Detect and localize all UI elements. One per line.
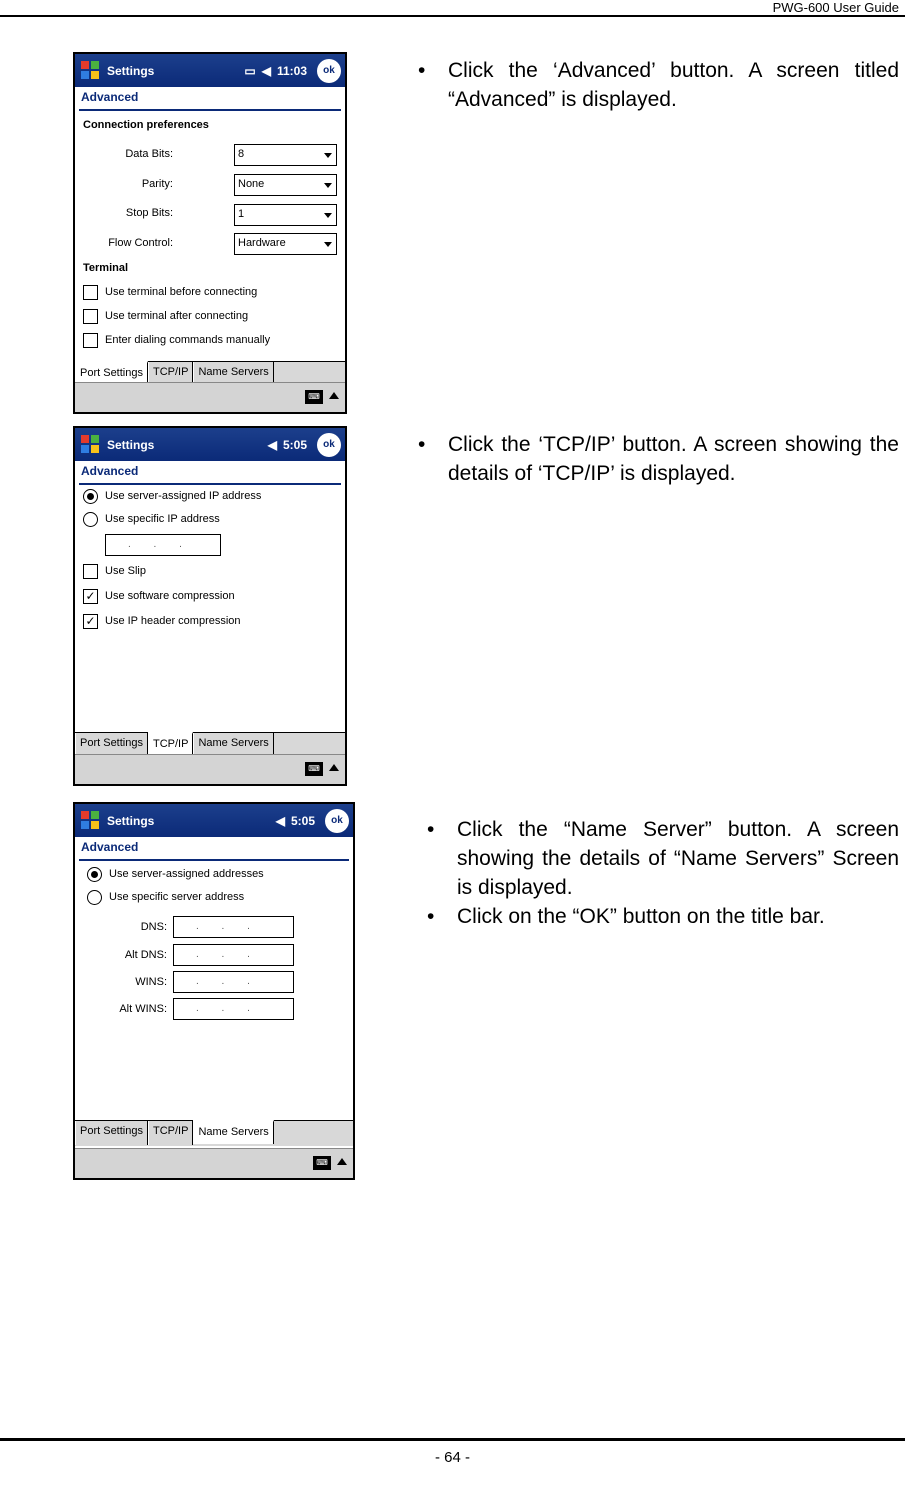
clock[interactable]: 5:05 xyxy=(290,813,315,828)
subtitle-rule xyxy=(79,483,341,485)
alt-wins-label: Alt WINS: xyxy=(119,1003,167,1015)
dns-input[interactable]: . . . xyxy=(173,916,294,938)
title-bar xyxy=(75,54,345,87)
bullet-icon: • xyxy=(418,433,426,456)
software-compression-checkbox[interactable]: ✓ xyxy=(83,589,98,604)
command-bar xyxy=(75,382,345,412)
checkbox-label: Use terminal before connecting xyxy=(105,286,258,298)
bullet-text: Click on the “OK” button on the title bar. xyxy=(457,905,825,928)
screenshot-port-settings xyxy=(73,52,347,414)
tab-tcpip[interactable]: TCP/IP xyxy=(148,1121,193,1145)
specific-server-address-radio[interactable] xyxy=(87,890,102,905)
checkbox-label: Use Slip xyxy=(105,565,146,577)
instruction-bullet xyxy=(418,430,899,488)
terminal-after-checkbox[interactable] xyxy=(83,309,98,324)
bullet-text: Click the ‘Advanced’ button. A screen titled “Advanced” is displayed. xyxy=(448,59,899,111)
ok-button[interactable]: ok xyxy=(325,809,349,833)
server-assigned-addresses-radio[interactable] xyxy=(87,867,102,882)
instruction-bullet xyxy=(418,56,899,114)
tab-name-servers[interactable]: Name Servers xyxy=(193,362,273,386)
checkbox-label: Enter dialing commands manually xyxy=(105,334,271,346)
title-bar xyxy=(75,428,345,461)
app-title: Settings xyxy=(107,63,155,78)
data-bits-select[interactable]: 8 xyxy=(234,144,337,166)
speaker-icon[interactable]: ◀ xyxy=(267,437,277,452)
start-menu-icon[interactable] xyxy=(81,435,101,455)
checkbox-label: Use software compression xyxy=(105,590,235,602)
page-subtitle: Advanced xyxy=(81,840,139,854)
use-slip-checkbox[interactable] xyxy=(83,564,98,579)
tab-tcpip[interactable]: TCP/IP xyxy=(148,362,193,386)
tab-name-servers[interactable]: Name Servers xyxy=(193,1120,273,1144)
keyboard-icon[interactable]: ⌨ xyxy=(305,762,323,776)
ok-button[interactable]: ok xyxy=(317,59,341,83)
header-rule xyxy=(0,15,905,17)
clock[interactable]: 11:03 xyxy=(276,63,307,78)
flow-control-select[interactable]: Hardware xyxy=(234,233,337,255)
data-bits-label: Data Bits: xyxy=(125,148,173,160)
checkbox-label: Use IP header compression xyxy=(105,615,241,627)
sip-arrow-icon[interactable] xyxy=(329,764,339,771)
radio-label: Use server-assigned addresses xyxy=(109,868,264,880)
checkbox-label: Use terminal after connecting xyxy=(105,310,249,322)
page-number: - 64 - xyxy=(434,1449,470,1466)
page-subtitle: Advanced xyxy=(81,90,139,104)
keyboard-icon[interactable]: ⌨ xyxy=(313,1156,331,1170)
command-bar xyxy=(75,754,345,784)
tab-bar xyxy=(75,1120,353,1146)
instruction-bullet xyxy=(427,815,899,902)
dns-label: DNS: xyxy=(140,921,167,933)
ok-button[interactable]: ok xyxy=(317,433,341,457)
parity-select[interactable]: None xyxy=(234,174,337,196)
header-title: PWG-600 User Guide xyxy=(772,0,899,15)
bullet-text: Click the “Name Server” button. A screen showing the details of “Name Servers” Screen is displayed. xyxy=(457,818,899,899)
keyboard-icon[interactable]: ⌨ xyxy=(305,390,323,404)
specific-ip-radio[interactable] xyxy=(83,512,98,527)
tab-port-settings[interactable]: Port Settings xyxy=(75,361,148,385)
terminal-heading: Terminal xyxy=(83,262,129,274)
radio-label: Use specific server address xyxy=(109,891,245,903)
tab-tcpip[interactable]: TCP/IP xyxy=(148,732,193,756)
bullet-icon: • xyxy=(418,59,426,82)
alt-dns-label: Alt DNS: xyxy=(124,949,167,961)
terminal-before-checkbox[interactable] xyxy=(83,285,98,300)
start-menu-icon[interactable] xyxy=(81,811,101,831)
speaker-icon[interactable]: ◀ xyxy=(275,813,285,828)
bullet-icon: • xyxy=(427,905,435,928)
tab-port-settings[interactable]: Port Settings xyxy=(75,1121,148,1145)
radio-label: Use specific IP address xyxy=(105,513,220,525)
server-assigned-ip-radio[interactable] xyxy=(83,489,98,504)
wins-input[interactable]: . . . xyxy=(173,971,294,993)
bullet-text: Click the ‘TCP/IP’ button. A screen showing the details of ‘TCP/IP’ is displayed. xyxy=(448,433,899,485)
alt-wins-input[interactable]: . . . xyxy=(173,998,294,1020)
wins-label: WINS: xyxy=(135,976,167,988)
alt-dns-input[interactable]: . . . xyxy=(173,944,294,966)
app-title: Settings xyxy=(107,437,155,452)
clock[interactable]: 5:05 xyxy=(282,437,307,452)
ip-header-compression-checkbox[interactable]: ✓ xyxy=(83,614,98,629)
instruction-bullet xyxy=(427,902,899,931)
screenshot-tcpip xyxy=(73,426,347,786)
dialing-manually-checkbox[interactable] xyxy=(83,333,98,348)
stop-bits-label: Stop Bits: xyxy=(125,207,173,219)
radio-label: Use server-assigned IP address xyxy=(105,490,262,502)
command-bar xyxy=(75,1148,353,1178)
page-subtitle: Advanced xyxy=(81,464,139,478)
connection-icon: ▭ xyxy=(244,63,256,78)
ip-address-input[interactable]: . . . xyxy=(105,534,221,556)
flow-control-label: Flow Control: xyxy=(108,237,173,249)
start-menu-icon[interactable] xyxy=(81,61,101,81)
subtitle-rule xyxy=(79,859,349,861)
title-bar xyxy=(75,804,353,837)
sip-arrow-icon[interactable] xyxy=(329,392,339,399)
sip-arrow-icon[interactable] xyxy=(337,1158,347,1165)
parity-label: Parity: xyxy=(141,178,173,190)
footer-rule xyxy=(0,1438,905,1441)
app-title: Settings xyxy=(107,813,155,828)
subtitle-rule xyxy=(79,109,341,111)
section-heading: Connection preferences xyxy=(83,119,209,131)
speaker-icon[interactable]: ◀ xyxy=(261,63,271,78)
bullet-icon: • xyxy=(427,818,435,841)
stop-bits-select[interactable]: 1 xyxy=(234,204,337,226)
screenshot-name-servers xyxy=(73,802,355,1180)
tab-port-settings[interactable]: Port Settings xyxy=(75,733,148,757)
tab-name-servers[interactable]: Name Servers xyxy=(193,733,273,757)
